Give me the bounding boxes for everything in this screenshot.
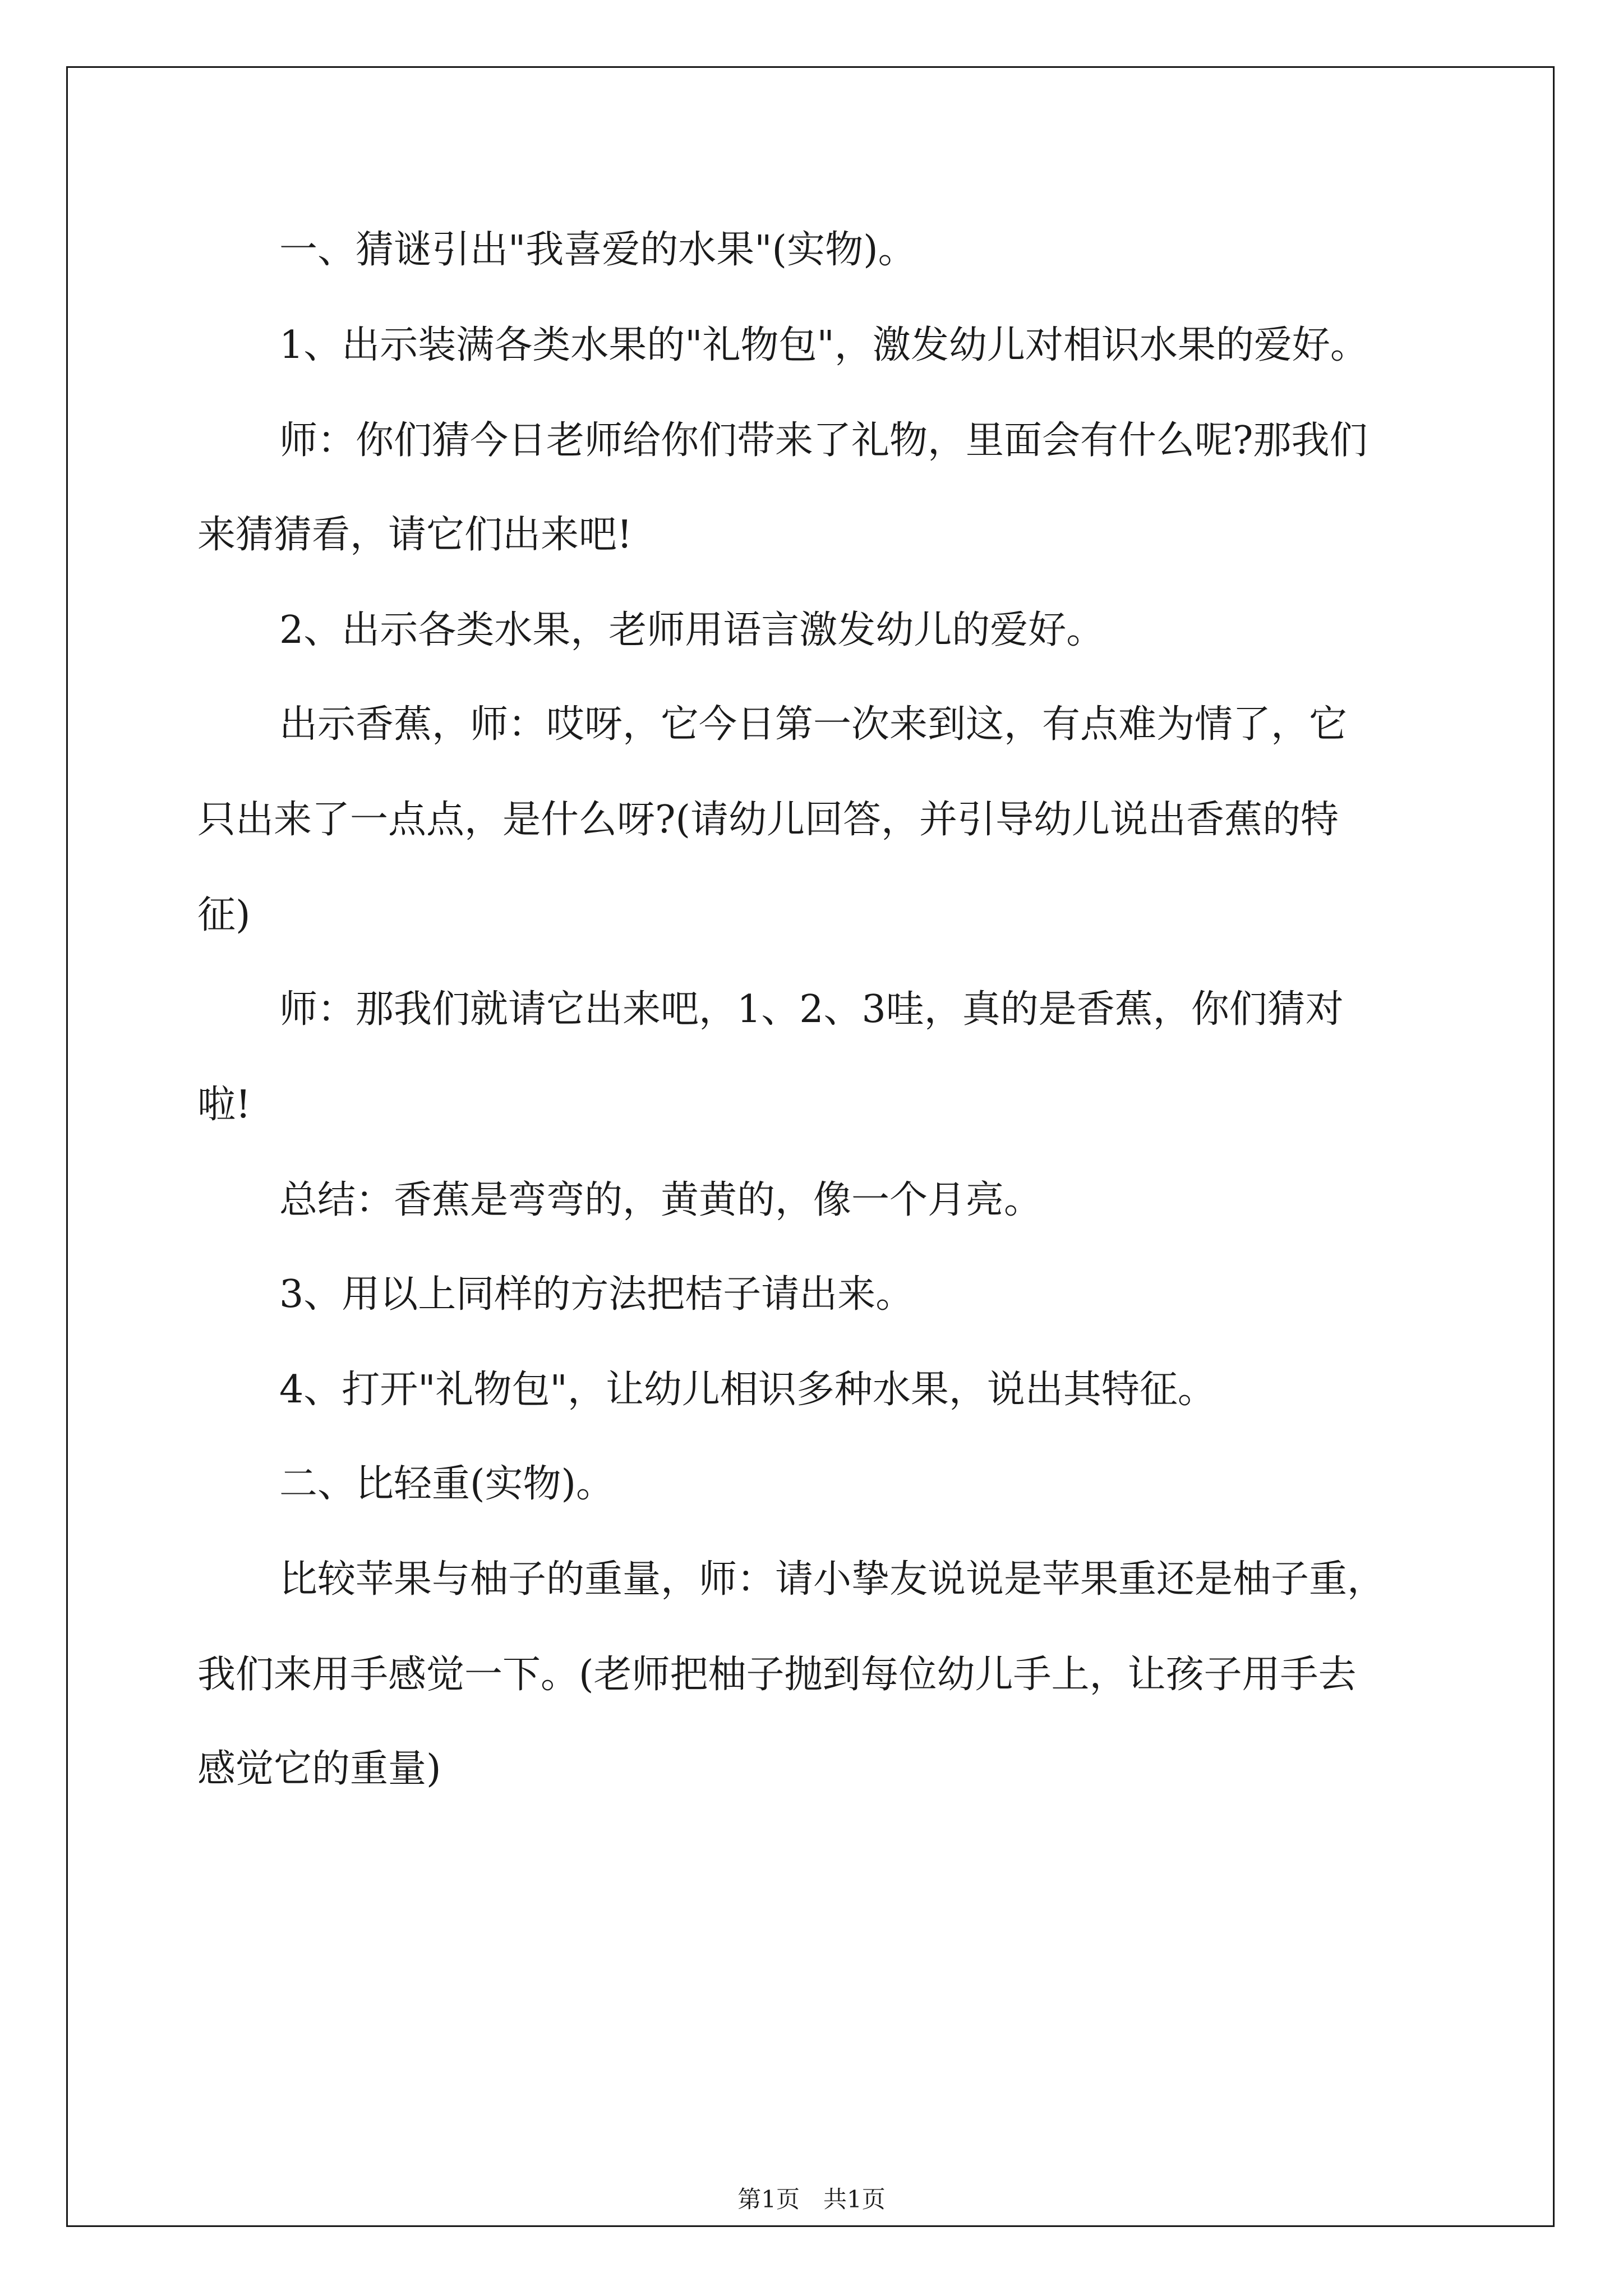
paragraph-line: 2、出示各类水果，老师用语言激发幼儿的爱好。 <box>279 608 1105 652</box>
paragraph-line: 师：那我们就请它出来吧，1、2、3哇，真的是香蕉，你们猜对 <box>279 987 1344 1032</box>
paragraph-line: 征) <box>197 893 251 937</box>
page-footer <box>0 2185 1623 2213</box>
paragraph-line: 3、用以上同样的方法把桔子请出来。 <box>279 1272 914 1317</box>
page-border <box>66 66 1555 2227</box>
paragraph-line: 师：你们猜今日老师给你们带来了礼物，里面会有什么呢?那我们 <box>279 418 1368 463</box>
paragraph-line: 来猜猜看，请它们出来吧! <box>197 513 633 557</box>
paragraph-line: 一、猜谜引出"我喜爱的水果"(实物)。 <box>279 228 916 272</box>
page-number: 第1页 共1页 <box>737 2185 886 2213</box>
paragraph-line: 4、打开"礼物包"，让幼儿相识多种水果，说出其特征。 <box>279 1368 1216 1412</box>
paragraph-line: 出示香蕉，师：哎呀，它今日第一次来到这，有点难为情了，它 <box>279 702 1348 747</box>
paragraph-line: 我们来用手感觉一下。(老师把柚子抛到每位幼儿手上，让孩子用手去 <box>197 1653 1357 1697</box>
paragraph-line: 比较苹果与柚子的重量，师：请小挚友说说是苹果重还是柚子重， <box>279 1557 1386 1602</box>
paragraph-line: 总结：香蕉是弯弯的，黄黄的，像一个月亮。 <box>279 1178 1043 1222</box>
paragraph-line: 1、出示装满各类水果的"礼物包"，激发幼儿对相识水果的爱好。 <box>279 323 1368 367</box>
paragraph-line: 感觉它的重量) <box>197 1747 441 1791</box>
paragraph-line: 二、比轻重(实物)。 <box>279 1462 615 1506</box>
paragraph-line: 啦! <box>197 1083 251 1127</box>
paragraph-line: 只出来了一点点，是什么呀?(请幼儿回答，并引导幼儿说出香蕉的特 <box>197 798 1339 842</box>
